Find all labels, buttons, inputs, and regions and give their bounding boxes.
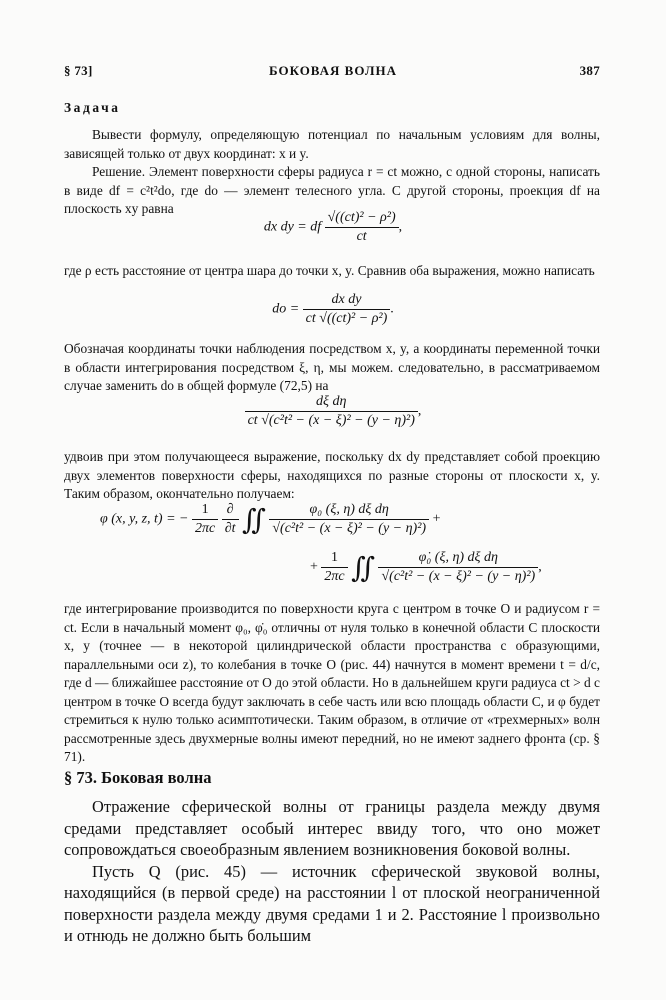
eq4-coef1-num: 1 <box>192 502 218 520</box>
eq3-denominator: ct √(c²t² − (x − ξ)² − (y − η)²) <box>247 413 415 428</box>
equation-projection <box>0 210 666 245</box>
eq4-coef2-den: 2πc <box>324 569 345 584</box>
eq4-tail: , <box>538 559 542 575</box>
section-body <box>64 796 600 947</box>
eq4-coef2-num: 1 <box>321 550 347 568</box>
eq4-deriv-num: ∂ <box>222 502 239 520</box>
eq1-tail: , <box>398 219 403 235</box>
eq3-tail: , <box>417 403 422 419</box>
eq1-denominator: ct <box>356 229 367 244</box>
page-number: 387 <box>579 63 600 78</box>
double-block <box>64 448 600 504</box>
problem-title: Задача <box>64 100 121 115</box>
eq4-int2-den: √(c²t² − (x − ξ)² − (y − η)²) <box>381 569 536 584</box>
eq4-lhs: φ (x, y, z, t) = − <box>100 511 189 527</box>
eq2-lhs: do = <box>272 301 300 317</box>
eq3-numerator: dξ dη <box>245 394 418 412</box>
equation-substitution <box>0 394 666 429</box>
reflection-paragraph: Отражение сферической волны от границы раздела между двумя средами представляет особый интерес ввиду того, что оно может сопровождаться своеобразным явлением возникновения боковой волны. <box>64 797 600 859</box>
double-paragraph: удвоив при этом получающееся выражение, поскольку dx dy представляет собой проекцию двух элементов поверхности сферы, находящихся по разные стороны от плоскости x, y. Таким образом, окончательно получаем: <box>64 449 600 501</box>
task-paragraph: Вывести формулу, определяющую потенциал по начальным условиям для волны, зависящей только от двух координат: x и y. <box>64 127 600 161</box>
eq1-fraction <box>325 210 399 245</box>
eq4-derivative <box>222 502 239 537</box>
eq4-integrand2 <box>378 550 538 585</box>
eq1-lhs: dx dy = df <box>263 219 322 235</box>
eq2-denominator: ct √((ct)² − ρ²) <box>305 311 388 326</box>
eq4-plus: + <box>432 511 441 527</box>
integration-block <box>64 600 600 767</box>
equation-potential-line1 <box>100 502 600 537</box>
eq4-int1-den: √(c²t² − (x − ξ)² − (y − η)²) <box>272 521 427 536</box>
integration-paragraph: где интегрирование производится по поверхности круга с центром в точке O и радиусом r = ct. Если в начальный момент φ₀, φ̇₀ отличны от нуля только в конечной области C плоскости x, y (точнее — в некоторой цилиндрической области пространства с образующими, параллельными оси z), то колебания в точке O (рис. 44) начнутся в момент времени t = d/c, где d — ближайшее расстояние от O до этой области. Но в дальнейшем круги радиуса ct > d с центром в точке O всегда будут заключать в себе часть или всю площадь области C, и φ будет стремиться к нулю только асимптотически. Таким образом, в отличие от «трехмерных» волн рассмотренные здесь двухмерные волны имеют передний, но не имеют заднего фронта (ср. § 71). <box>64 601 600 764</box>
eq4-int2-num: φ̇₀ (ξ, η) dξ dη <box>378 550 538 568</box>
double-integral-sign-2: ∬ <box>351 552 369 584</box>
section-heading: § 73. Боковая волна <box>64 768 212 787</box>
equation-solid-angle <box>0 292 666 327</box>
eq4-deriv-den: ∂t <box>224 521 236 536</box>
eq2-tail: . <box>390 301 394 317</box>
double-integral-sign: ∬ <box>242 504 260 536</box>
rho-paragraph: где ρ есть расстояние от центра шара до точки x, y. Сравнив оба выражения, можно написать <box>64 263 595 278</box>
eq4-integrand1 <box>269 502 429 537</box>
coords-paragraph: Обозначая координаты точки наблюдения посредством x, y, а координаты переменной точки в области интегрирования посредством ξ, η, мы можем. следовательно, в рассматриваемом случае заменить do в общей формуле (72,5) на <box>64 341 600 393</box>
source-paragraph: Пусть Q (рис. 45) — источник сферической звуковой волны, находящийся (в первой среде) на расстоянии l от плоской неограниченной поверхности раздела между двумя средами 1 и 2. Расстояние l произвольно и отнюдь не должно быть большим <box>64 861 600 945</box>
task-block <box>64 126 600 219</box>
coords-block <box>64 340 600 396</box>
eq4-coef1 <box>192 502 218 537</box>
eq4-coef1-den: 2πc <box>194 521 216 536</box>
eq2-numerator: dx dy <box>303 292 391 310</box>
eq4-int1-num: φ₀ (ξ, η) dξ dη <box>269 502 429 520</box>
running-head-title: БОКОВАЯ ВОЛНА <box>268 63 398 78</box>
equation-potential-line2 <box>310 550 610 585</box>
running-head-section: § 73] <box>64 63 93 78</box>
eq3-fraction <box>245 394 418 429</box>
eq1-numerator: √((ct)² − ρ²) <box>325 210 399 228</box>
eq2-fraction <box>303 292 391 327</box>
eq4-coef2 <box>321 550 347 585</box>
rho-block <box>64 262 600 281</box>
solution-paragraph: Решение. Элемент поверхности сферы радиуса r = ct можно, с одной стороны, написать в виде df = c²t²do, где do — элемент телесного угла. С другой стороны, проекция df на плоскость xy равна <box>64 164 600 216</box>
eq4-plus-lead: + <box>310 559 318 575</box>
